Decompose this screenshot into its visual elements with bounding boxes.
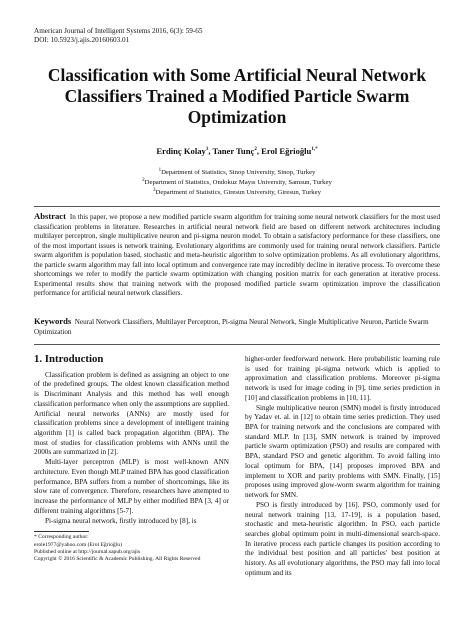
- title-line: Classifiers Trained a Modified Particle Swarm: [64, 86, 410, 106]
- author-separator: ,: [208, 146, 213, 156]
- journal-citation: American Journal of Intelligent Systems 2016, 6(3): 59-65: [34, 27, 203, 35]
- keywords-text: Neural Network Classifiers, Multilayer Perceptron, Pi-sigma Neural Network, Single Multiplicative Neuron, Particle Swarm Optimization: [34, 318, 429, 336]
- section-heading: 1. Introduction: [34, 353, 104, 365]
- left-column: [34, 355, 229, 563]
- paragraph: PSO is firstly introduced by [16]. PSO, commonly used for neural network training [13, 17-19], is a population based, stochastic and meta-heuristic algorithm. In PSO, each particle searches global optimum point in multi-dimensional search-space. In iterative process each particle changes its position according to the individual best position and all particles' best position at history. As all evolutionary algorithms, the PSO may fall into local optimum and its: [245, 500, 440, 577]
- author-name: Taner Tunç: [212, 146, 255, 156]
- title-line: Optimization: [187, 107, 287, 127]
- author-affiliation-mark: 1,*: [311, 147, 318, 153]
- right-column: [245, 355, 440, 579]
- footnote-line: Copyright © 2016 Scientific & Academic Publishing. All Rights Reserved: [34, 556, 201, 563]
- paper-title: [20, 65, 454, 128]
- author-list: [20, 146, 454, 156]
- paragraph: higher-order feedforward network. Here probabilistic learning rule is used for training pi-sigma network which is applied to approximation and classification problems. Moreover pi-sigma network is used for image coding in [9], time series prediction in [10] and classification problems in [10, 11].: [245, 355, 440, 402]
- abstract-top-rule: [34, 206, 440, 207]
- paragraph: Multi-layer perceptron (MLP) is most well-known ANN architecture. Even though MLP trained BPA has good classification performance, BPA suffers from a number of shortcomings, like its slow rate of convergence. Therefore, researchers have attempted to increase the performance of MLP by either modified BPA [3, 4] or different training algorithms [5-7].: [34, 458, 229, 515]
- footnote-line: Published online at http://journal.sapub.org/ajis: [34, 548, 141, 555]
- affiliation-text: Department of Statistics, Sinop University, Sinop, Turkey: [161, 169, 316, 176]
- paragraph: Pi-sigma neural network, firstly introduced by [8], is: [45, 516, 197, 525]
- affiliation: [20, 178, 454, 188]
- affiliation: [20, 168, 454, 178]
- author-separator: ,: [256, 146, 262, 156]
- keywords-label: Keywords: [34, 316, 72, 326]
- footnote-line: erole1977@yahoo.com (Erol Eğrioğlu): [34, 541, 122, 548]
- title-line: Classification with Some Artificial Neural Network: [47, 65, 427, 85]
- affiliation-mark: 1: [158, 167, 162, 173]
- affiliation: [20, 188, 454, 198]
- journal-doi: DOI: 10.5923/j.ajis.20160603.01: [34, 36, 130, 44]
- abstract: [34, 212, 440, 299]
- abstract-text: In this paper, we propose a new modified particle swarm algorithm for training some neural network classifiers for the most used classification problems in literature. Researches in artificial neural network field are based on different network architectures including multilayer perceptron, single multiplicative neuron and pi-sigma neuron model. To obtain a satisfactory performance for these classifiers, one of the most important issues is network training. Evolutionary algorithms are commonly used for training neural network classifiers. Particle swarm algorithm is population based, stochastic and meta-heuristic algorithm to solve optimization problems. As all evolutionary algorithms, the particle swarm algorithm may fall into local optimum and convergence rate may incredibly decline in iterative process. To overcome these shortcomings we refer to modify the particle swarm optimization with changing position matrix for each generation at iterative process. Experimental results show that training network with the proposed modified particle swarm optimization improve the classification performance for artificial neural network classifiers.: [34, 213, 441, 297]
- keywords-bottom-rule: [34, 344, 440, 345]
- keywords: [34, 317, 440, 337]
- footnotes: [34, 534, 229, 563]
- journal-header: [34, 27, 202, 45]
- paragraph: Classification problem is defined as assigning an object to one of the predefined groups. The oldest known classification method is Discriminant Analysis and this method has well enough classification performance when only the assumptions are supplied. Artificial neural networks (ANNs) are mostly used for classification problems since a development of intelligent training algorithm [1] is called back propagation algorithm (BPA). The most of studies for classification problems with ANNs until the 2000s are summarized in [2].: [34, 370, 229, 457]
- paragraph: Single multiplicative neuron (SMN) model is firstly introduced by Yadav et. al. in [12] to obtain time series prediction. They used BPA for training network and the conclusions are compared with standard MLP. In [13], SMN network is trained by improved particle swarm optimization (PSO) and results are compared with BPA, standard PSO and genetic algorithm. To avoid falling into local optimum for BPA, [14] proposes improved BPA and implement to XOR and parity problems with SMN. Finally, [15] proposes using improved glow-worm swarm algorithm for training network for SMN.: [245, 403, 440, 500]
- author-name: Erol Eğrioğlu: [261, 146, 312, 156]
- footnote-line: * Corresponding author:: [34, 534, 89, 541]
- author-affiliation-mark: 1: [205, 147, 209, 153]
- affiliation-mark: 2: [142, 177, 145, 183]
- affiliation-text: Department of Statistics, Ondokuz Mayıs University, Samsun, Turkey: [144, 179, 332, 186]
- footnote-rule: [34, 531, 89, 532]
- affiliation-text: Department of Statistics, Giresun University, Giresun, Turkey: [155, 189, 321, 196]
- author-affiliation-mark: 2: [254, 147, 257, 153]
- abstract-label: Abstract: [34, 211, 66, 221]
- affiliation-mark: 3: [153, 187, 156, 193]
- author-name: Erdinç Kolay: [156, 146, 206, 156]
- affiliation-list: [20, 168, 454, 198]
